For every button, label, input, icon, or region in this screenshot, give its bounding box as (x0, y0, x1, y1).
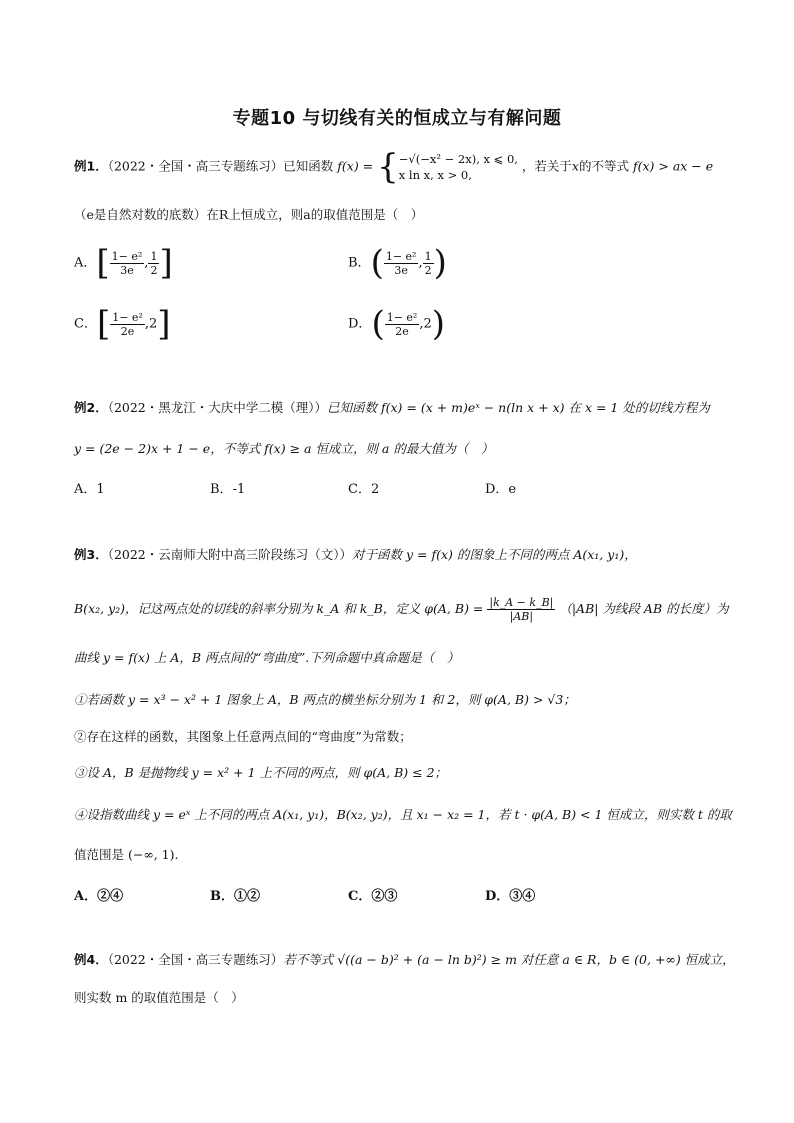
example-4-line-1 (74, 951, 735, 969)
denominator: 3e (394, 263, 408, 277)
example-4-label: 例4． (74, 952, 108, 967)
separator: , (144, 255, 149, 271)
bracket-right: ) (431, 304, 446, 344)
example-1-mid-2: 的不等式 (578, 158, 629, 174)
example-2-option-a: A．1 (74, 482, 105, 497)
bracket-left: ( (371, 304, 385, 344)
example-4-line-2: 则实数 m 的取值范围是（ ） (74, 990, 244, 1005)
example-3-option-b: B．①② (210, 889, 260, 904)
page-title: 专题10 与切线有关的恒成立与有解问题 (232, 108, 562, 129)
bracket-left: [ (96, 304, 111, 344)
example-3-text-1: 对于函数 y = f(x) 的图象上不同的两点 A(x₁, y₁)， (352, 547, 637, 562)
numerator: 1− e² (385, 249, 417, 263)
fraction (385, 311, 420, 338)
example-4-source: （2022・全国・高三专题练习） (107, 952, 284, 967)
example-1-option-b (348, 243, 447, 283)
example-3-option-a: A．②④ (74, 889, 124, 904)
option-label: D． (348, 316, 372, 332)
example-1-fx: f(x) = (337, 158, 374, 174)
example-1-option-a (74, 243, 173, 283)
bracket-left: ( (370, 243, 384, 283)
numerator: 1− e² (386, 310, 418, 324)
example-1-option-c (74, 304, 171, 344)
example-1-inequality: f(x) > ax − e (632, 158, 714, 174)
example-4-text-1: 若不等式 √((a − b)² + (a − ln b)²) ≥ m 对任意 a ∈ R，b ∈ (0, +∞) 恒成立， (283, 952, 735, 967)
example-3-label: 例3． (74, 547, 108, 562)
example-2-line-1 (74, 399, 710, 417)
example-1-line-1 (74, 147, 714, 187)
example-1-case-1: −√(−x² − 2x), x ⩽ 0, (398, 152, 518, 166)
example-1-case-2: x ln x, x > 0, (398, 168, 472, 182)
option-label: A． (74, 255, 97, 271)
fraction (384, 250, 419, 277)
example-1-brace: { (377, 147, 399, 187)
numerator: 1 (150, 249, 158, 263)
separator: ,2 (419, 316, 432, 332)
denominator: 2 (424, 263, 432, 277)
denominator: 2 (150, 263, 158, 277)
example-3-source: （2022・云南师大附中高三阶段练习（文）） (107, 547, 353, 562)
example-3-text-2a: B(x₂, y₂)，记这两点处的切线的斜率分别为 k_A 和 k_B，定义 φ(A, B) = (74, 601, 484, 616)
example-3-item-4a: ④设指数曲线 y = eˣ 上不同的两点 A(x₁, y₁)，B(x₂, y₂)，且 x₁ − x₂ = 1，若 t · φ(A, B) < 1 恒成立，则实数 t 的取 (74, 807, 732, 822)
numerator: 1− e² (111, 249, 143, 263)
option-label: C． (74, 316, 97, 332)
example-3-option-d: D．③④ (485, 889, 536, 904)
numerator: 1 (424, 249, 432, 263)
example-2-option-b: B．-1 (210, 482, 246, 497)
fraction (110, 311, 145, 338)
example-1-var-x: x (571, 158, 579, 174)
fraction-2 (148, 250, 159, 277)
bracket-right: ] (159, 243, 173, 283)
example-3-line-2 (74, 596, 729, 623)
example-3-item-4b: 值范围是 (−∞, 1). (74, 847, 179, 862)
option-label: B． (348, 255, 371, 271)
example-1-line-2: （e是自然对数的底数）在R上恒成立，则a的取值范围是（ ） (74, 207, 424, 222)
fraction-2 (423, 250, 434, 277)
example-1-lead: 已知函数 (283, 158, 334, 174)
separator: , (418, 255, 423, 271)
example-2-text-1: 已知函数 f(x) = (x + m)eˣ − n(ln x + x) 在 x = 1 处的切线方程为 (327, 400, 710, 415)
bracket-right: ) (433, 243, 447, 283)
example-1-cases (399, 151, 518, 183)
denominator: 2e (395, 324, 409, 338)
denominator: |AB| (509, 610, 534, 623)
bending-degree-fraction (487, 596, 555, 623)
example-3-item-3: ③设 A，B 是抛物线 y = x² + 1 上不同的两点，则 φ(A, B) ≤ 2； (74, 765, 448, 780)
denominator: 2e (120, 324, 135, 338)
example-2-option-d: D．e (485, 482, 517, 497)
bracket-left: [ (96, 243, 110, 283)
example-1-mid: ，若关于 (521, 158, 572, 174)
example-3-line-1 (74, 546, 637, 564)
bracket-right: ] (157, 304, 171, 344)
example-2-label: 例2． (74, 400, 108, 415)
example-2-option-c: C．2 (348, 482, 380, 497)
example-1-source: （2022・全国・高三专题练习） (107, 158, 284, 174)
numerator: |k_A − k_B| (489, 596, 554, 609)
separator: ,2 (144, 316, 158, 332)
example-3-option-c: C．②③ (348, 889, 398, 904)
example-2-source: （2022・黑龙江・大庆中学二模（理）） (107, 400, 328, 415)
example-3-item-2: ②存在这样的函数，其图象上任意两点间的“弯曲度”为常数； (74, 729, 412, 744)
example-1-option-d (348, 304, 446, 344)
example-3-text-2b: （|AB| 为线段 AB 的长度）为 (559, 601, 729, 616)
example-3-line-3: 曲线 y = f(x) 上 A，B 两点间的“弯曲度”.下列命题中真命题是（ ） (74, 650, 460, 665)
denominator: 3e (120, 263, 134, 277)
example-1-label: 例1． (74, 158, 108, 174)
fraction (110, 250, 145, 277)
numerator: 1− e² (112, 310, 143, 324)
example-2-line-2: y = (2e − 2)x + 1 − e，不等式 f(x) ≥ a 恒成立，则 a 的最大值为（ ） (74, 441, 494, 456)
example-3-item-1: ①若函数 y = x³ − x² + 1 图象上 A，B 两点的横坐标分别为 1 和 2，则 φ(A, B) > √3； (74, 692, 576, 707)
